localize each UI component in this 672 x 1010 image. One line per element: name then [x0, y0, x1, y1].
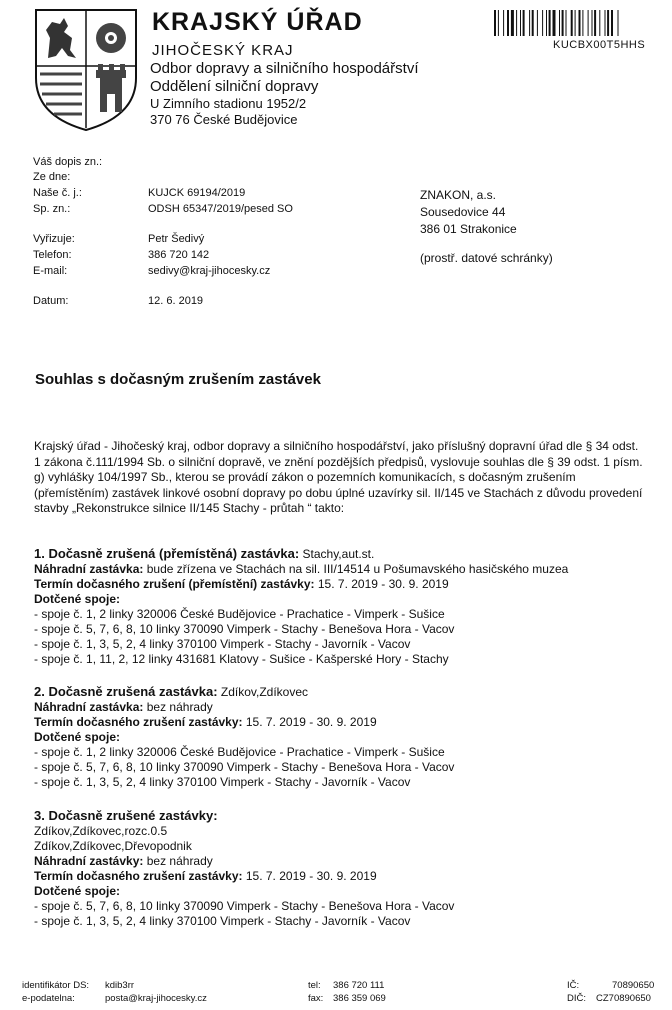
meta-datum: 12. 6. 2019 [148, 295, 204, 307]
section-1-line: - spoje č. 1, 3, 5, 2, 4 linky 370100 Vimperk - Stachy - Javorník - Vacov [34, 637, 411, 651]
section-3-heading: 3. Dočasně zrušené zastávky: [34, 808, 218, 823]
section-1-replacement: bude zřízena ve Stachách na sil. III/14514 u Pošumavského hasičského muzea [146, 562, 569, 576]
meta-vyrizuje: Petr Šedivý [148, 233, 205, 245]
section-3-replacement: bez náhrady [146, 854, 213, 868]
barcode-image [494, 10, 664, 36]
meta-sp-zn: ODSH 65347/2019/pesed SO [148, 203, 293, 215]
intro-paragraph: Krajský úřad - Jihočeský kraj, odbor dopravy a silničního hospodářství, jako příslušný dopravní úřad dle § 34 odst. 1 zákona č.111/1994 Sb. o silniční dopravě, ve znění pozdějších předpisů, vyslovuje souhlas dle § 39 odst. 1 písm. g) vyhlášky 104/1997 Sb., kterou se provádí zákon o pozemních komunikacích, s dočasným zrušením (přemístěním) zastávek linkové osobní dopravy po dobu úplné uzavírky sil. II/145 ve Stachách z důvodu provedení stavby „Rekonstrukce silnice II/145 Stachy - průtah “ takto: [34, 439, 643, 515]
meta-nase-cj: KUJCK 69194/2019 [148, 187, 246, 199]
coat-of-arms-logo [34, 8, 138, 132]
section-3-stop: Zdíkov,Zdíkovec,Dřevopodnik [34, 839, 192, 853]
meta-label-telefon: Telefon: [33, 249, 72, 261]
footer-dic-value: CZ70890650 [596, 993, 651, 1004]
section-2-line: - spoje č. 5, 7, 6, 8, 10 linky 370090 Vimperk - Stachy - Benešova Hora - Vacov [34, 760, 455, 774]
office-city: 370 76 České Budějovice [150, 112, 298, 127]
footer-ic-label: IČ: [567, 980, 580, 991]
meta-label-ze-dne: Ze dne: [33, 171, 71, 183]
meta-label-email: E-mail: [33, 265, 68, 277]
recipient-city: 386 01 Strakonice [420, 222, 517, 236]
section-3 [34, 808, 654, 929]
recipient-name: ZNAKON, a.s. [420, 188, 497, 202]
footer-tel-label: tel: [308, 980, 321, 991]
section-1-term: 15. 7. 2019 - 30. 9. 2019 [317, 577, 449, 591]
footer-fax-label: fax: [308, 993, 324, 1004]
region-name: JIHOČESKÝ KRAJ [152, 42, 294, 59]
section-2-line: - spoje č. 1, 3, 5, 2, 4 linky 370100 Vimperk - Stachy - Javorník - Vacov [34, 775, 411, 789]
section-1-heading: 1. Dočasně zrušená (přemístěná) zastávka: [34, 546, 300, 561]
footer-dic-label: DIČ: [567, 993, 586, 1004]
footer-epod-value: posta@kraj-jihocesky.cz [105, 993, 207, 1004]
barcode-code: KUCBX00T5HHS [553, 39, 646, 51]
letter-subject: Souhlas s dočasným zrušením zastávek [35, 371, 321, 388]
meta-label-vyrizuje: Vyřizuje: [33, 233, 75, 245]
department-block [150, 60, 418, 128]
section-3-line: - spoje č. 5, 7, 6, 8, 10 linky 370090 Vimperk - Stachy - Benešova Hora - Vacov [34, 899, 455, 913]
footer-tel-value: 386 720 111 [333, 980, 385, 991]
section-3-term: 15. 7. 2019 - 30. 9. 2019 [245, 869, 377, 883]
section-2-line: - spoje č. 1, 2 linky 320006 České Budějovice - Prachatice - Vimperk - Sušice [34, 745, 445, 759]
recipient-street: Sousedovice 44 [420, 205, 506, 219]
section-2-term: 15. 7. 2019 - 30. 9. 2019 [245, 715, 377, 729]
section-3-replacement-label: Náhradní zastávky: [34, 854, 144, 868]
footer-fax-value: 386 359 069 [333, 993, 386, 1004]
section-2-lines-label: Dotčené spoje: [34, 730, 121, 744]
meta-label-sp-zn: Sp. zn.: [33, 203, 71, 215]
section-1-replacement-label: Náhradní zastávka: [34, 562, 144, 576]
section-1-stop: Stachy,aut.st. [302, 547, 375, 561]
section-3-stop: Zdíkov,Zdíkovec,rozc.0.5 [34, 824, 168, 838]
department-name: Odbor dopravy a silničního hospodářství [150, 60, 419, 77]
section-1-line: - spoje č. 1, 11, 2, 12 linky 431681 Klatovy - Sušice - Kašperské Hory - Stachy [34, 652, 449, 666]
footer-ds-value: kdib3rr [105, 980, 135, 991]
footer-ds-label: identifikátor DS: [22, 980, 90, 991]
section-2-replacement: bez náhrady [146, 700, 213, 714]
section-2-term-label: Termín dočasného zrušení zastávky: [34, 715, 243, 729]
section-2 [34, 684, 654, 790]
section-2-stop: Zdíkov,Zdíkovec [220, 685, 309, 699]
meta-label-nase-cj: Naše č. j.: [33, 187, 82, 199]
meta-label-vas-dopis: Váš dopis zn.: [33, 156, 103, 168]
section-name: Oddělení silniční dopravy [150, 78, 319, 95]
office-street: U Zimního stadionu 1952/2 [150, 96, 307, 111]
section-2-replacement-label: Náhradní zastávka: [34, 700, 144, 714]
section-1-lines-label: Dotčené spoje: [34, 592, 121, 606]
meta-label-datum: Datum: [33, 295, 69, 307]
meta-telefon: 386 720 142 [148, 249, 210, 261]
office-title: KRAJSKÝ ÚŘAD [152, 8, 363, 36]
footer-ic-value: 70890650 [612, 980, 655, 991]
meta-email: sedivy@kraj-jihocesky.cz [148, 265, 271, 277]
section-3-term-label: Termín dočasného zrušení zastávky: [34, 869, 243, 883]
section-1 [34, 546, 654, 667]
section-1-term-label: Termín dočasného zrušení (přemístění) zastávky: [34, 577, 315, 591]
section-1-line: - spoje č. 5, 7, 6, 8, 10 linky 370090 Vimperk - Stachy - Benešova Hora - Vacov [34, 622, 455, 636]
section-2-heading: 2. Dočasně zrušená zastávka: [34, 684, 218, 699]
footer-epod-label: e-podatelna: [22, 993, 75, 1004]
section-3-line: - spoje č. 1, 3, 5, 2, 4 linky 370100 Vimperk - Stachy - Javorník - Vacov [34, 914, 411, 928]
section-3-lines-label: Dotčené spoje: [34, 884, 121, 898]
recipient-note: (prostř. datové schránky) [420, 251, 553, 265]
section-1-line: - spoje č. 1, 2 linky 320006 České Budějovice - Prachatice - Vimperk - Sušice [34, 607, 445, 621]
